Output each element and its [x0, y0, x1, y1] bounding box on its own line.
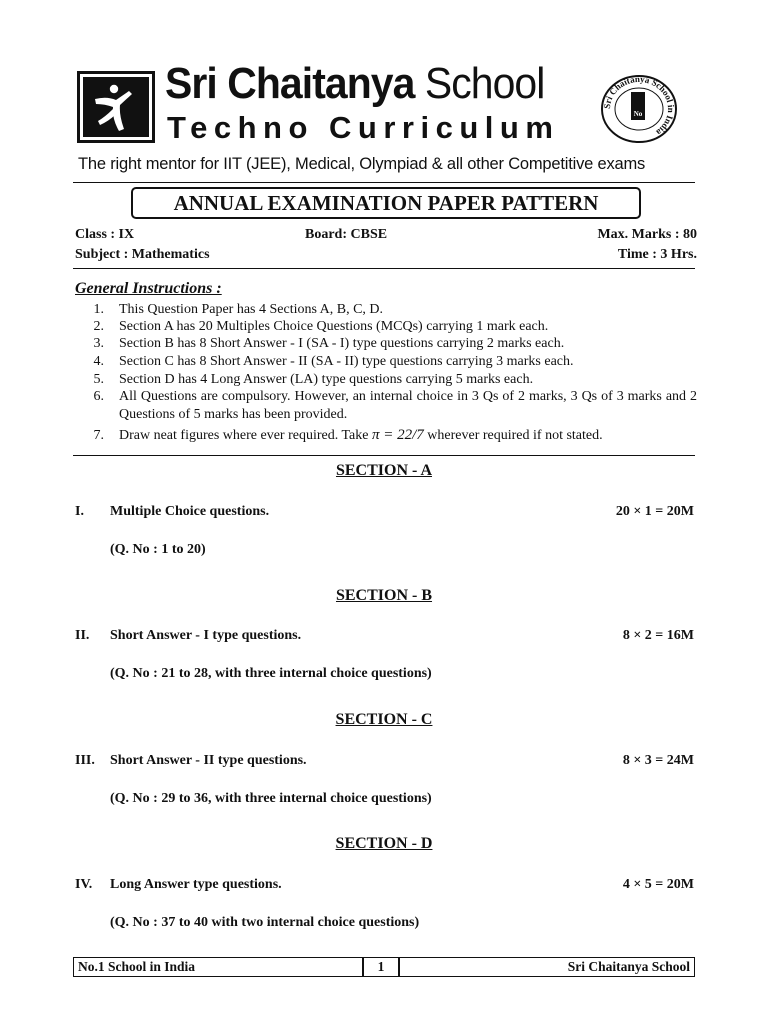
- section-d-title: Long Answer type questions.: [110, 877, 282, 892]
- section-a-title: Multiple Choice questions.: [110, 504, 270, 519]
- section-a-range: (Q. No : 1 to 20): [110, 542, 206, 557]
- curriculum-name: Techno Curriculum: [167, 110, 560, 145]
- section-b-range: (Q. No : 21 to 28, with three internal choice questions): [110, 666, 432, 681]
- instructions-divider: [73, 455, 695, 456]
- header-divider: [73, 182, 695, 183]
- footer-slogan: No.1 School in India: [78, 959, 196, 974]
- runner-logo-icon: [83, 77, 149, 137]
- time-label: Time : 3 Hrs.: [617, 247, 697, 262]
- section-a-heading: SECTION - A: [335, 462, 433, 479]
- section-d-heading: SECTION - D: [335, 835, 433, 852]
- school-seal: [600, 74, 678, 144]
- section-d-marks: 4 × 5 = 20M: [622, 877, 694, 892]
- section-a-marks: 20 × 1 = 20M: [615, 504, 694, 519]
- section-b-heading: SECTION - B: [335, 587, 433, 604]
- section-d-number: IV.: [75, 877, 93, 892]
- section-c-title: Short Answer - II type questions.: [110, 753, 307, 768]
- section-d-range: (Q. No : 37 to 40 with two internal choice questions): [110, 915, 420, 930]
- subject-label: Subject : Mathematics: [75, 247, 210, 262]
- meta-divider: [73, 268, 695, 269]
- school-logo: [77, 71, 155, 143]
- pi-formula: π = 22/7: [371, 427, 424, 443]
- section-c-range: (Q. No : 29 to 36, with three internal choice questions): [110, 791, 432, 806]
- section-a-number: I.: [75, 504, 84, 519]
- instructions-heading: General Instructions :: [75, 280, 222, 297]
- paper-title: ANNUAL EXAMINATION PAPER PATTERN: [131, 187, 641, 219]
- class-label: Class : IX: [75, 227, 135, 242]
- page-number: 1: [377, 959, 385, 974]
- max-marks-label: Max. Marks : 80: [597, 227, 697, 242]
- svg-text:No: No: [633, 110, 643, 118]
- svg-text:Sri Chaitanya School in India: Sri Chaitanya School in India: [601, 74, 677, 138]
- footer-school-name: Sri Chaitanya School: [567, 959, 690, 974]
- section-c-number: III.: [75, 753, 95, 768]
- section-c-heading: SECTION - C: [335, 711, 433, 728]
- board-label: Board: CBSE: [305, 227, 388, 242]
- section-c-marks: 8 × 3 = 24M: [622, 753, 694, 768]
- section-b-number: II.: [75, 628, 90, 643]
- page-footer: [73, 957, 695, 977]
- exam-page: Sri Chaitanya School Techno Curriculum Sri Chaitanya School in India No The right mentor for IIT (JEE), Medical, Olympiad & all other Competitive exams ANNUAL EXAMINATION PAPER PATTERN Class : IX Board: CBSE Max. Marks : 80 Subject : Mathematics Time : 3 Hrs. General Instructions : 1. This Question Paper has 4 Sections A, B, C, D. 2. Section A has 20 Multiples Choice Questions (MCQs) carrying 1 mark each. 3. Section B has 8 Short Answer - I (SA - I) type questions carrying 2 marks each. 4. Section C has 8 Short Answer - II (SA - II) type questions carrying 3 marks each. 5. Section D has 4 Long Answer (LA) type questions carrying 5 marks each. 6. All Questions are compulsory. However, an internal choice in 3 Qs of 2 marks, 3 Qs of 3 marks and 2 Questions of 5 marks has been provided. 7. Draw neat figures where ever required. Take π = 22/7 wherever required if not stated. SECTION - A I. Multiple Choice questions. 20 × 1 = 20M (Q. No : 1 to 20) SECTION - B II. Short Answer - I type questions. 8 × 2 = 16M (Q. No : 21 to 28, with three internal choice questions) SECTION - C III. Short Answer - II type questions. 8 × 3 = 24M (Q. No : 29 to 36, with three internal choice questions) SECTION - D IV. Long Answer type questions. 4 × 5 = 20M (Q. No : 37 to 40 with two internal choice questions) No.1 School in India 1 Sri Chaitanya School: [0, 0, 768, 1024]
- section-b-title: Short Answer - I type questions.: [110, 628, 302, 643]
- section-b-marks: 8 × 2 = 16M: [622, 628, 694, 643]
- tagline: The right mentor for IIT (JEE), Medical, Olympiad & all other Competitive exams: [78, 155, 646, 173]
- school-name: Sri Chaitanya School: [165, 59, 545, 108]
- footer-divider: [398, 958, 400, 976]
